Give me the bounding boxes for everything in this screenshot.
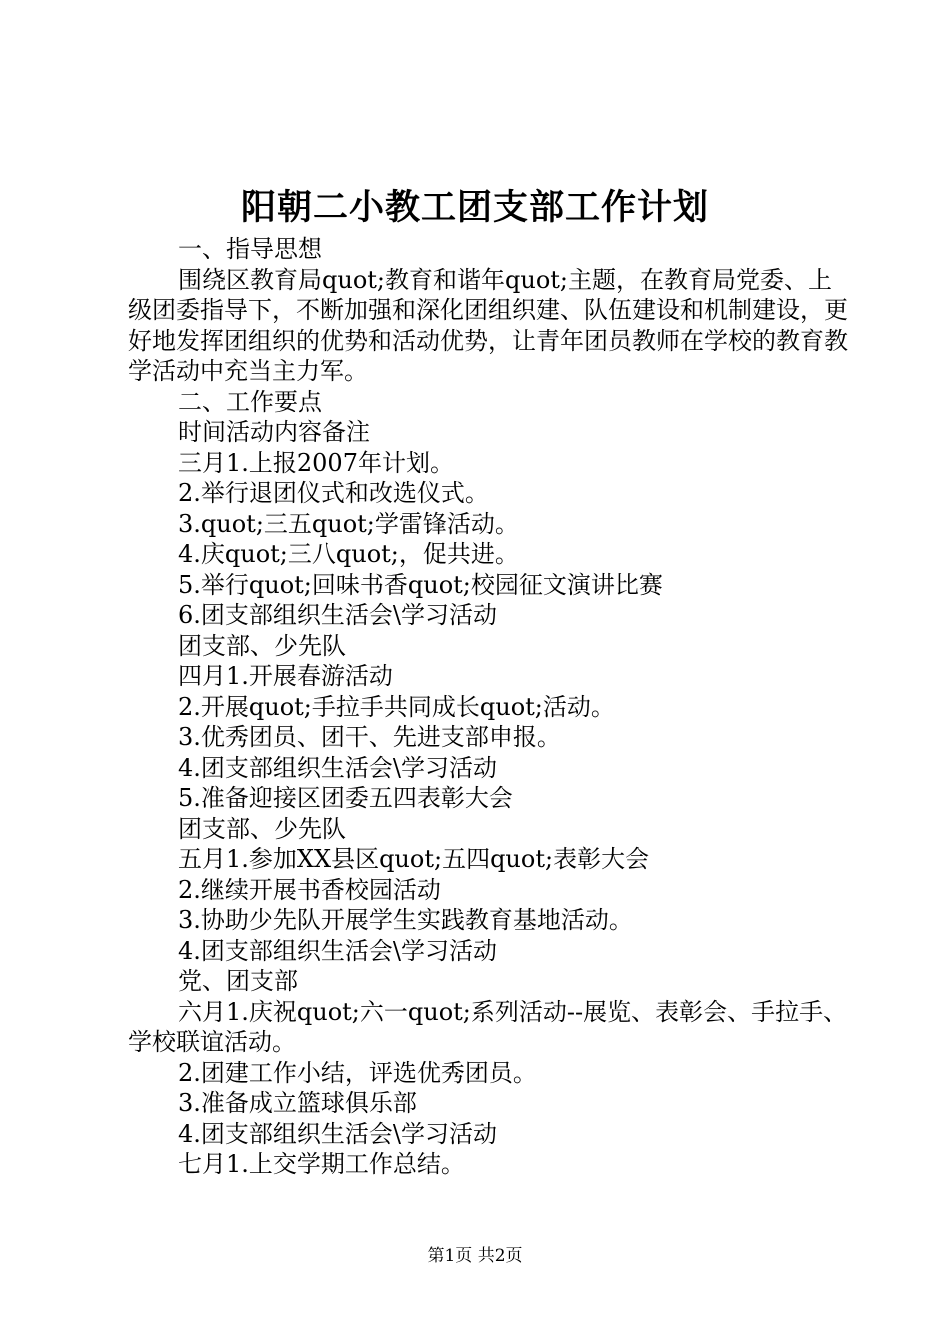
- plan-line: 3.协助少先队开展学生实践教育基地活动。: [178, 906, 633, 934]
- paragraph: 围绕区教育局quot;教育和谐年quot;主题，在教育局党委、上级团委指导下，不断加强和深化团组织建、队伍建设和机制建设，更好地发挥团组织的优势和活动优势，让青年团员教师在学校的教育教学活动中充当主力军。: [128, 265, 848, 385]
- plan-note: 团支部、少先队: [178, 814, 346, 843]
- plan-line: 五月1.参加XX县区quot;五四quot;表彰大会: [178, 845, 650, 873]
- plan-line: 七月1.上交学期工作总结。: [178, 1150, 465, 1178]
- plan-line: 4.庆quot;三八quot;，促共进。: [178, 540, 519, 568]
- plan-line: 4.团支部组织生活会\学习活动: [178, 1119, 497, 1148]
- document-title: 阳朝二小教工团支部工作计划: [240, 187, 709, 228]
- plan-line: 2.开展quot;手拉手共同成长quot;活动。: [178, 692, 615, 721]
- document-body: [128, 234, 848, 1180]
- plan-line: 6.团支部组织生活会\学习活动: [178, 601, 497, 629]
- plan-line: 2.团建工作小结，评选优秀团员。: [178, 1058, 537, 1087]
- section-heading: 二、工作要点: [178, 387, 322, 416]
- plan-line: 2.继续开展书香校园活动: [178, 875, 441, 904]
- plan-line: 4.团支部组织生活会\学习活动: [178, 753, 497, 782]
- plan-line: 5.举行quot;回味书香quot;校园征文演讲比赛: [178, 570, 663, 599]
- plan-note: 党、团支部: [178, 967, 298, 995]
- plan-line: 3.准备成立篮球俱乐部: [178, 1089, 417, 1117]
- plan-line: 5.准备迎接区团委五四表彰大会: [178, 784, 513, 812]
- plan-line: 4.团支部组织生活会\学习活动: [178, 936, 497, 965]
- table-header-line: 时间活动内容备注: [178, 418, 370, 446]
- plan-line: 2.举行退团仪式和改选仪式。: [178, 479, 489, 507]
- page-footer: 第1页 共2页: [427, 1246, 523, 1266]
- plan-line: 3.优秀团员、团干、先进支部申报。: [178, 723, 561, 751]
- plan-line: 六月1.庆祝quot;六一quot;系列活动--展览、表彰会、手拉手、学校联谊活动。: [128, 997, 848, 1056]
- plan-line: 三月1.上报2007年计划。: [178, 448, 454, 477]
- plan-line: 四月1.开展春游活动: [178, 662, 393, 690]
- plan-note: 团支部、少先队: [178, 631, 346, 660]
- section-heading: 一、指导思想: [178, 235, 322, 263]
- plan-line: 3.quot;三五quot;学雷锋活动。: [178, 509, 519, 538]
